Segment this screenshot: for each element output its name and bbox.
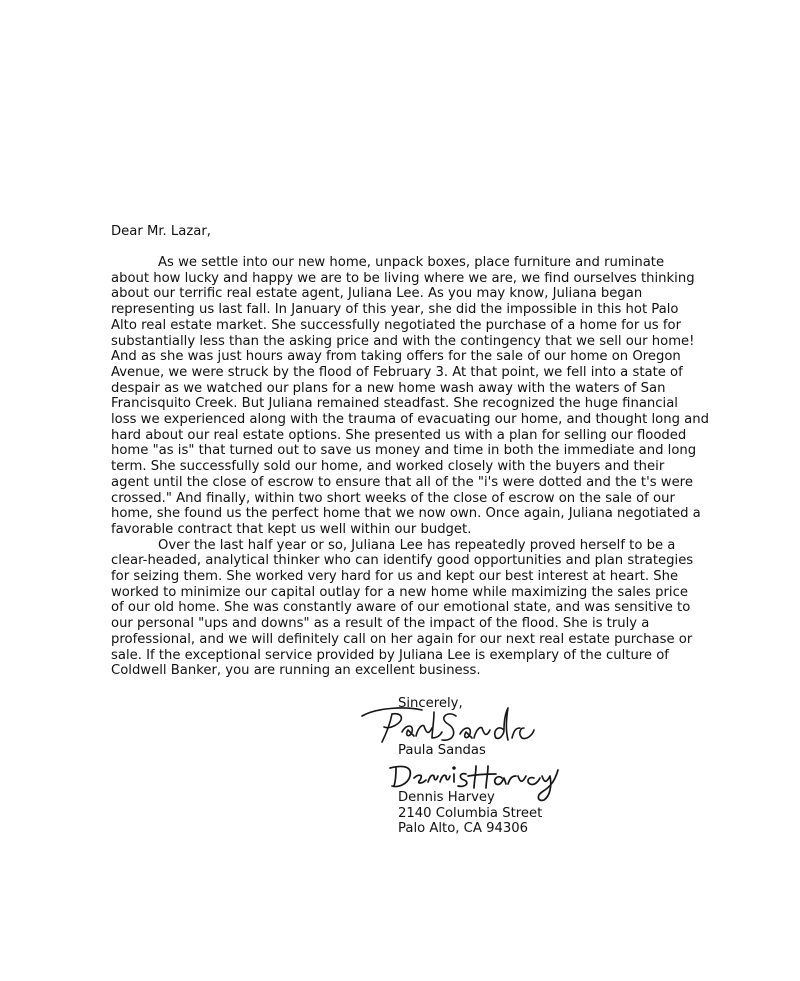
body-line: home "as is" that turned out to save us money and time in both the immediate and long bbox=[111, 443, 697, 459]
body-line: about how lucky and happy we are to be living where we are, we find ourselves thinking bbox=[111, 270, 695, 286]
body-line: As we settle into our new home, unpack boxes, place furniture and ruminate bbox=[158, 255, 665, 270]
body-line: professional, and we will definitely call on her again for our next real estate purchase or bbox=[111, 631, 693, 647]
body-line: despair as we watched our plans for a new home wash away with the waters of San bbox=[111, 380, 666, 396]
body-line: agent until the close of escrow to ensure that all of the "i's were dotted and the t's were bbox=[111, 474, 693, 490]
body-line: clear-headed, analytical thinker who can identify good opportunities and plan strategies bbox=[111, 553, 694, 569]
body-line: about our terrific real estate agent, Juliana Lee. As you may know, Juliana began bbox=[111, 286, 643, 302]
body-line: Over the last half year or so, Juliana Lee has repeatedly proved herself to be a bbox=[158, 537, 676, 553]
body-line: of our old home. She was constantly aware of our emotional state, and was sensitive to bbox=[111, 600, 691, 616]
signer-2-block bbox=[398, 790, 542, 837]
paragraph-1 bbox=[111, 255, 709, 538]
signer-name-1: Paula Sandas bbox=[398, 743, 486, 758]
body-line: crossed." And finally, within two short weeks of the close of escrow on the sale of our bbox=[111, 490, 675, 506]
body-line: home, she found us the perfect home that we now own. Once again, Juliana negotiated a bbox=[111, 506, 701, 522]
address-line-2: Palo Alto, CA 94306 bbox=[398, 821, 529, 837]
body-line: worked to minimize our capital outlay for a new home while maximizing the sales price bbox=[111, 584, 688, 600]
body-line: hard about our real estate options. She presented us with a plan for selling our flooded bbox=[111, 427, 687, 443]
body-line: loss we experienced along with the trauma of evacuating our home, and thought long and bbox=[111, 412, 709, 428]
body-line: And as she was just hours away from taking offers for the sale of our home on Oregon bbox=[111, 349, 681, 365]
paragraph-2 bbox=[111, 538, 697, 679]
body-line: favorable contract that kept us well within our budget. bbox=[111, 521, 472, 537]
body-line: term. She successfully sold our home, and worked closely with the buyers and their bbox=[111, 459, 665, 475]
letter-body bbox=[111, 255, 709, 679]
salutation: Dear Mr. Lazar, bbox=[111, 224, 211, 239]
body-line: substantially less than the asking price and with the contingency that we sell our home! bbox=[111, 333, 695, 349]
body-line: Francisquito Creek. But Juliana remained steadfast. She recognized the huge financial bbox=[111, 396, 678, 412]
signer-name-2: Dennis Harvey bbox=[398, 790, 495, 805]
body-line: sale. If the exceptional service provided by Juliana Lee is exemplary of the culture of bbox=[111, 647, 669, 663]
body-line: our personal "ups and downs" as a result of the impact of the flood. She is truly a bbox=[111, 616, 650, 632]
body-line: Avenue, we were struck by the flood of February 3. At that point, we fell into a state of bbox=[111, 364, 683, 380]
body-line: Coldwell Banker, you are running an excellent business. bbox=[111, 663, 481, 679]
body-line: for seizing them. She worked very hard for us and kept our best interest at heart. She bbox=[111, 569, 679, 585]
signature-paula-sandas bbox=[356, 702, 542, 748]
body-line: Alto real estate market. She successfully negotiated the purchase of a home for us for bbox=[111, 317, 682, 333]
address-line-1: 2140 Columbia Street bbox=[398, 805, 543, 821]
body-line: representing us last fall. In January of this year, she did the impossible in this hot Palo bbox=[111, 302, 679, 318]
closing: Sincerely, bbox=[398, 696, 463, 711]
